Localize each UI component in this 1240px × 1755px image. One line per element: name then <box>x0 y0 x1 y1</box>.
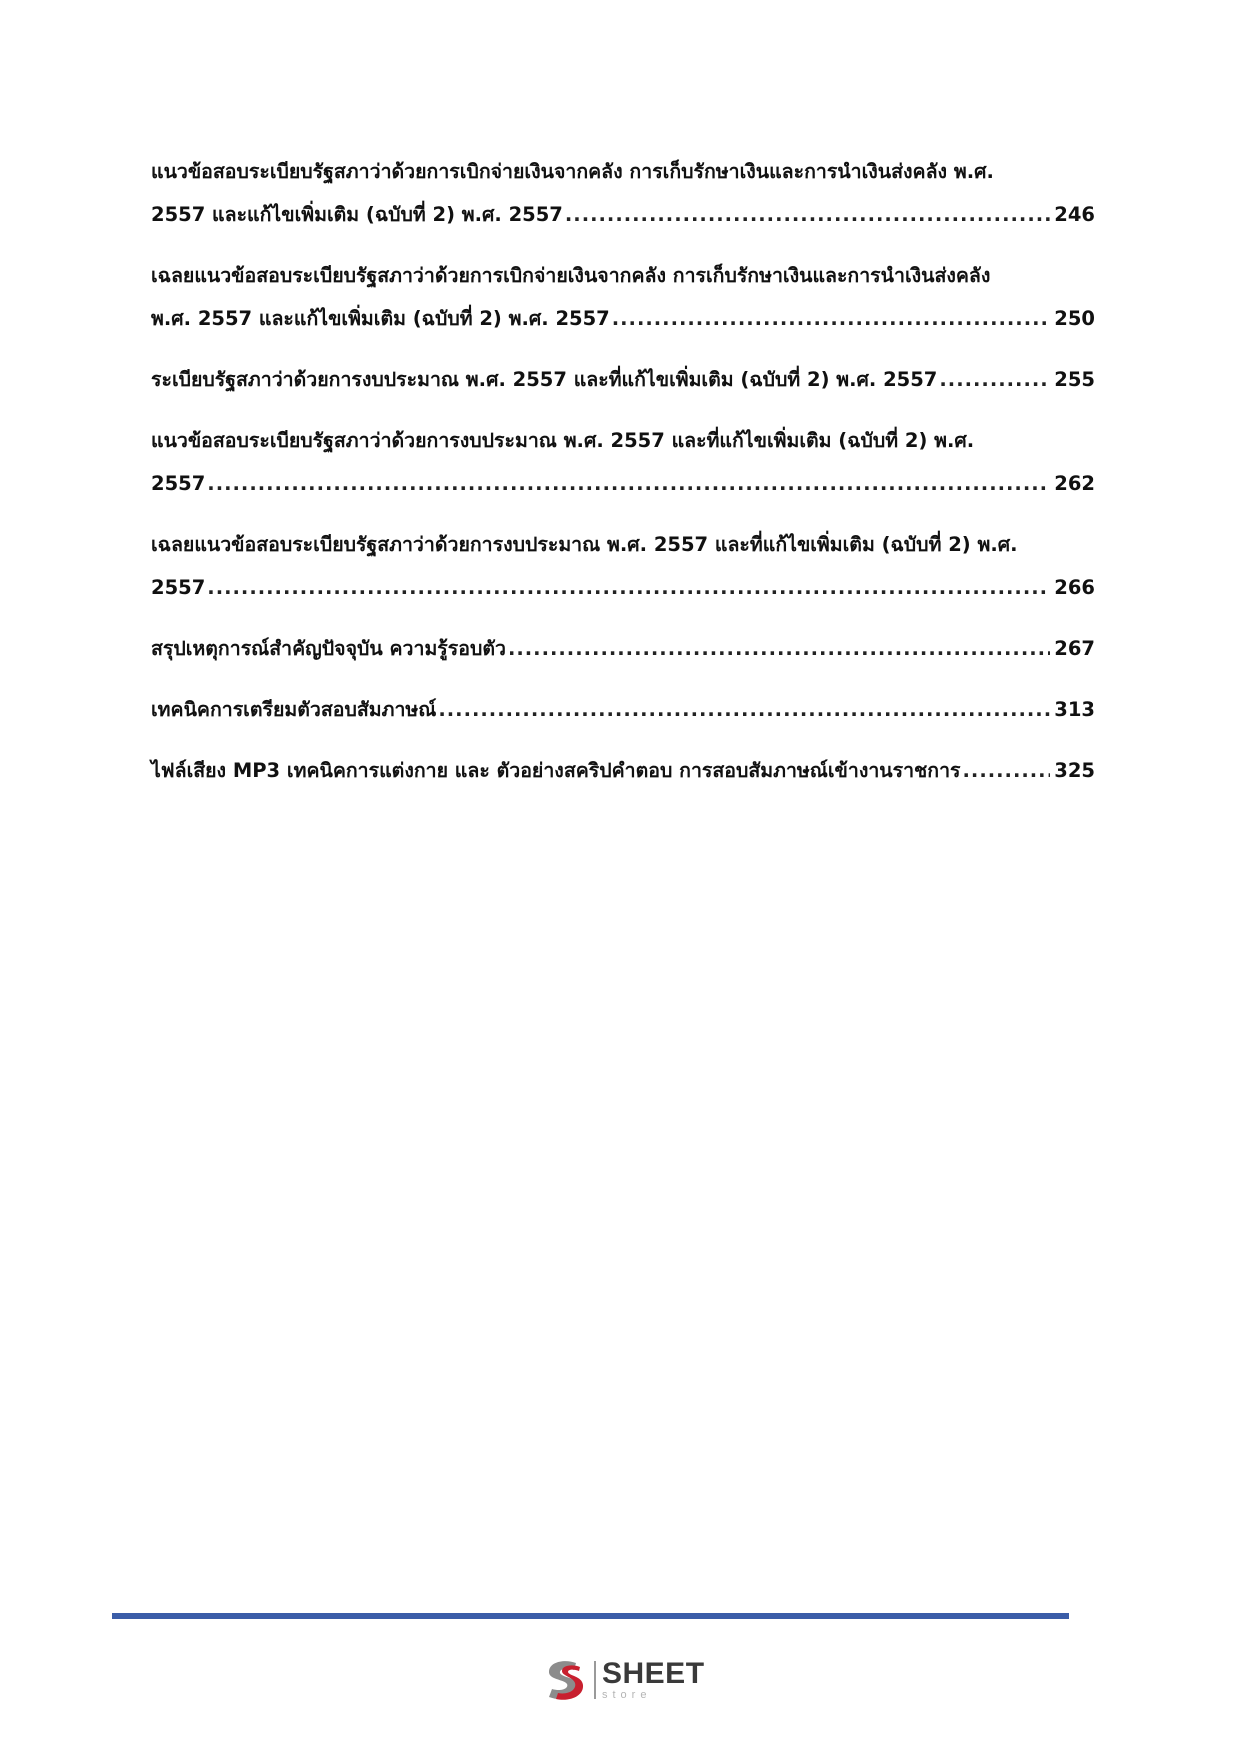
toc-entry-title: ไฟล์เสียง MP3 เทคนิคการแต่งกาย และ ตัวอย่างสคริปคำตอบ การสอบสัมภาษณ์เข้างานราชการ <box>151 759 961 782</box>
toc-leader-dots <box>508 627 1050 670</box>
toc-entry[interactable] <box>151 358 1095 401</box>
toc-entry-title-line1: แนวข้อสอบระเบียบรัฐสภาว่าด้วยการเบิกจ่ายเงินจากคลัง การเก็บรักษาเงินและการนำเงินส่งคลัง พ.ศ. <box>151 160 994 183</box>
toc-entry-title: สรุปเหตุการณ์สำคัญปัจจุบัน ความรู้รอบตัว <box>151 637 506 660</box>
toc-page-number: 262 <box>1054 472 1095 495</box>
toc-leader-dots <box>438 688 1050 731</box>
toc-page-number: 246 <box>1054 203 1095 226</box>
toc-entry-title: ระเบียบรัฐสภาว่าด้วยการงบประมาณ พ.ศ. 2557 และที่แก้ไขเพิ่มเติม (ฉบับที่ 2) พ.ศ. 2557 <box>151 368 938 391</box>
toc-entry[interactable] <box>151 150 1095 236</box>
footer-rule <box>112 1613 1069 1619</box>
toc-entry[interactable] <box>151 419 1095 505</box>
toc-entry-title-line2: 2557 <box>151 576 206 599</box>
toc-leader-dots <box>612 297 1051 340</box>
toc-entry-title-line1: เฉลยแนวข้อสอบระเบียบรัฐสภาว่าด้วยการงบประมาณ พ.ศ. 2557 และที่แก้ไขเพิ่มเติม (ฉบับที่ 2) พ.ศ. <box>151 533 1018 556</box>
toc-leader-dots <box>207 462 1050 505</box>
footer-logo <box>540 1654 705 1706</box>
logo-wordmark: SHEET <box>602 1657 705 1690</box>
toc-page-number: 267 <box>1054 637 1095 660</box>
toc-entry-title-line2: 2557 <box>151 472 206 495</box>
toc-entry[interactable] <box>151 627 1095 670</box>
toc-entry[interactable] <box>151 688 1095 731</box>
toc-entry-title-line2: 2557 และแก้ไขเพิ่มเติม (ฉบับที่ 2) พ.ศ. 2557 <box>151 203 563 226</box>
toc-page-number: 313 <box>1054 698 1095 721</box>
toc-page-number: 266 <box>1054 576 1095 599</box>
sheet-store-logo-icon <box>540 1655 590 1705</box>
toc-entry-title-line1: เฉลยแนวข้อสอบระเบียบรัฐสภาว่าด้วยการเบิกจ่ายเงินจากคลัง การเก็บรักษาเงินและการนำเงินส่งคลัง <box>151 264 991 287</box>
toc-page-number: 255 <box>1054 368 1095 391</box>
toc-page-number: 250 <box>1054 307 1095 330</box>
toc-entry[interactable] <box>151 749 1095 792</box>
logo-subtext: store <box>602 1689 652 1701</box>
toc-entry-title-line2: พ.ศ. 2557 และแก้ไขเพิ่มเติม (ฉบับที่ 2) พ.ศ. 2557 <box>151 307 610 330</box>
toc-page-number: 325 <box>1054 759 1095 782</box>
toc-leader-dots <box>207 566 1050 609</box>
toc-entry[interactable] <box>151 523 1095 609</box>
table-of-contents <box>151 150 1095 810</box>
toc-leader-dots <box>963 749 1051 792</box>
logo-separator <box>594 1661 596 1699</box>
toc-entry-title-line1: แนวข้อสอบระเบียบรัฐสภาว่าด้วยการงบประมาณ พ.ศ. 2557 และที่แก้ไขเพิ่มเติม (ฉบับที่ 2) พ.ศ. <box>151 429 975 452</box>
toc-entry-title: เทคนิคการเตรียมตัวสอบสัมภาษณ์ <box>151 698 437 721</box>
toc-entry[interactable] <box>151 254 1095 340</box>
toc-leader-dots <box>565 193 1050 236</box>
toc-leader-dots <box>939 358 1050 401</box>
